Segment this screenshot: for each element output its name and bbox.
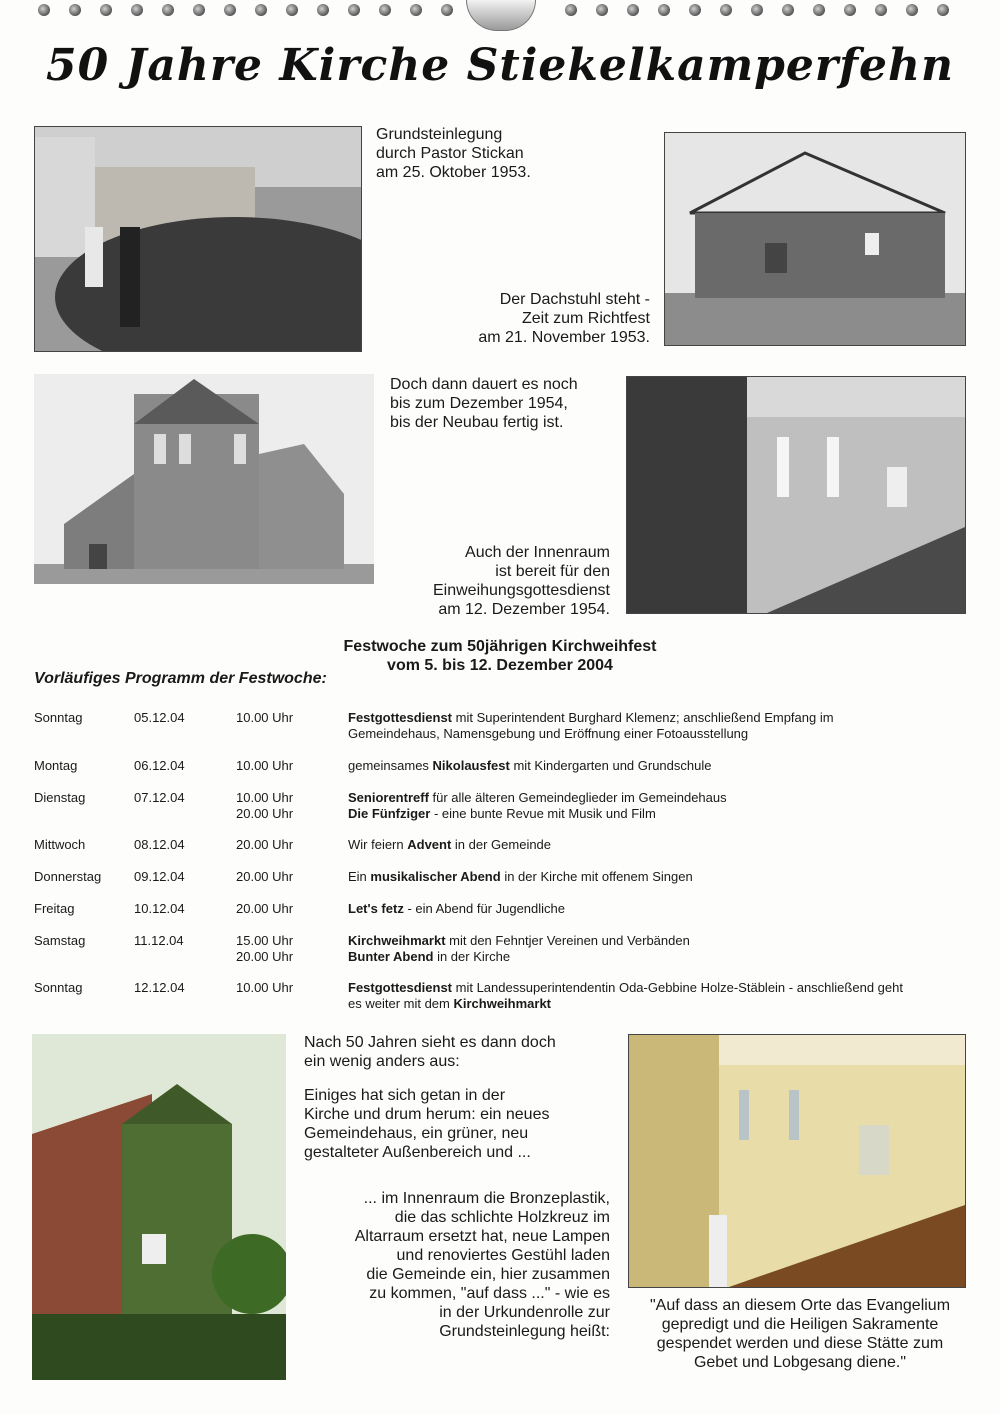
program-date: 06.12.04 [134,758,185,773]
program-highlight: Advent [407,837,452,852]
calendar-binding [0,0,1000,22]
program-text: mit Kindergarten und Grundschule [509,758,712,773]
photo-church-green-image [32,1034,286,1380]
caption-neubau: Doch dann dauert es noch bis zum Dezember 1954, bis der Neubau fertig ist. [390,376,578,431]
program-date: 10.12.04 [134,901,185,916]
program-description [348,837,908,853]
program-text: gemeinsames [348,758,433,773]
program-description [348,790,908,822]
binding-ring [689,4,701,16]
binding-ring [410,4,422,16]
photo-innenraum-1954 [626,376,966,614]
binding-ring [658,4,670,16]
program-highlight: Seniorentreff [348,790,429,805]
photo-innenraum-heute [628,1034,966,1288]
program-text: in der Kirche mit offenem Singen [500,869,693,884]
program-time: 10.00 Uhr [236,758,294,773]
program-highlight: Festgottesdienst [348,710,453,725]
program-text: mit Superintendent Burghard Klemenz; anschließend Empfang im Gemeindehaus, Namensgebung und Eröffnung einer Fotoausstellung [348,710,834,741]
photo-dachstuhl [664,132,966,346]
binding-ring [937,4,949,16]
program-date: 07.12.04 [134,790,185,805]
festwoche-line2: vom 5. bis 12. Dezember 2004 [387,657,613,674]
program-date: 05.12.04 [134,710,185,725]
text-nach50: Nach 50 Jahren sieht es dann doch ein wenig anders aus: [304,1034,556,1070]
binding-ring [813,4,825,16]
caption-grundsteinlegung: Grundsteinlegung durch Pastor Stickan am 25. Oktober 1953. [376,126,531,181]
photo-church-exterior-image [34,374,374,584]
binding-ring [193,4,205,16]
binding-ring [751,4,763,16]
program-time: 20.00 Uhr [236,837,294,852]
photo-interior-color-image [629,1035,965,1287]
program-text: - eine bunte Revue mit Musik und Film [430,806,656,821]
binding-ring [782,4,794,16]
page-title: 50 Jahre Kirche Stiekelkamperfehn [46,40,954,91]
binding-ring [224,4,236,16]
binding-ring [162,4,174,16]
program-date: 12.12.04 [134,980,185,995]
program-text: mit den Fehntjer Vereinen und Verbänden [445,933,690,948]
program-description [348,901,908,917]
binding-ring [379,4,391,16]
program-day: Samstag [34,933,86,948]
hanger-hook [466,0,536,31]
programm-heading: Vorläufiges Programm der Festwoche: [34,670,327,687]
binding-ring [596,4,608,16]
festwoche-line1: Festwoche zum 50jährigen Kirchweihfest [343,638,657,655]
photo-interior-bw-image [627,377,965,613]
program-text: mit Landessuperintendentin Oda-Gebbine Holze-Stäblein - anschließend geht es weiter mit dem [348,980,903,1011]
binding-ring [100,4,112,16]
photo-crowd-image [35,127,361,351]
binding-ring [286,4,298,16]
binding-ring [317,4,329,16]
program-time: 20.00 Uhr [236,901,294,916]
program-day: Donnerstag [34,869,102,884]
binding-ring [38,4,50,16]
binding-ring [906,4,918,16]
photo-neubau [34,374,374,584]
program-highlight: Die Fünfziger [348,806,431,821]
program-text: Wir feiern [348,837,408,852]
program-day: Freitag [34,901,75,916]
text-einiges: Einiges hat sich getan in der Kirche und drum herum: ein neues Gemeindehaus, ein grüner, neu gestalteter Außenbereich und ... [304,1087,550,1161]
program-text: - ein Abend für Jugendliche [403,901,565,916]
binding-ring [844,4,856,16]
text-bronzeplastik: ... im Innenraum die Bronzeplastik, die das schlichte Holzkreuz im Altarraum ersetzt hat, neue Lampen und renoviertes Gestühl laden die Gemeinde ein, hier zusammen zu kommen, "auf dass ..." - wie es in der Urkundenrolle zur Grundsteinlegung heißt: [354,1190,610,1340]
program-day: Montag [34,758,78,773]
binding-ring [69,4,81,16]
program-highlight: Kirchweihmarkt [453,996,552,1011]
caption-dachstuhl: Der Dachstuhl steht - Zeit zum Richtfest am 21. November 1953. [478,291,650,346]
program-day: Mittwoch [34,837,86,852]
program-time: 20.00 Uhr [236,869,294,884]
program-time: 10.00 Uhr 20.00 Uhr [236,790,294,821]
photo-grundsteinlegung [34,126,362,352]
binding-ring [441,4,453,16]
binding-ring [348,4,360,16]
binding-ring [255,4,267,16]
program-description [348,758,908,774]
program-day: Dienstag [34,790,86,805]
program-description [348,710,908,742]
quote-urkundenrolle: "Auf dass an diesem Orte das Evangelium gepredigt und die Heiligen Sakramente gespendet werden und diese Stätte zum Gebet und Lobgesang diene." [649,1297,951,1371]
binding-ring [720,4,732,16]
binding-ring [131,4,143,16]
program-time: 10.00 Uhr [236,710,294,725]
program-date: 09.12.04 [134,869,185,884]
binding-ring [565,4,577,16]
program-text: in der Gemeinde [451,837,552,852]
binding-ring [627,4,639,16]
program-highlight: musikalischer Abend [370,869,501,884]
program-highlight: Bunter Abend [348,949,434,964]
program-description [348,869,908,885]
program-description [348,933,908,965]
program-day: Sonntag [34,710,83,725]
program-time: 15.00 Uhr 20.00 Uhr [236,933,294,964]
program-date: 08.12.04 [134,837,185,852]
program-highlight: Kirchweihmarkt [348,933,446,948]
program-description [348,980,908,1012]
program-time: 10.00 Uhr [236,980,294,995]
program-text: für alle älteren Gemeindeglieder im Gemeindehaus [428,790,727,805]
photo-kirche-heute [32,1034,286,1380]
program-date: 11.12.04 [134,933,184,948]
program-highlight: Festgottesdienst [348,980,453,995]
program-highlight: Nikolausfest [432,758,510,773]
photo-roof-truss-image [665,133,965,345]
program-day: Sonntag [34,980,83,995]
program-text: in der Kirche [433,949,511,964]
program-highlight: Let's fetz [348,901,404,916]
program-text: Ein [348,869,371,884]
binding-ring [875,4,887,16]
caption-innenraum: Auch der Innenraum ist bereit für den Einweihungsgottesdienst am 12. Dezember 1954. [432,544,610,618]
